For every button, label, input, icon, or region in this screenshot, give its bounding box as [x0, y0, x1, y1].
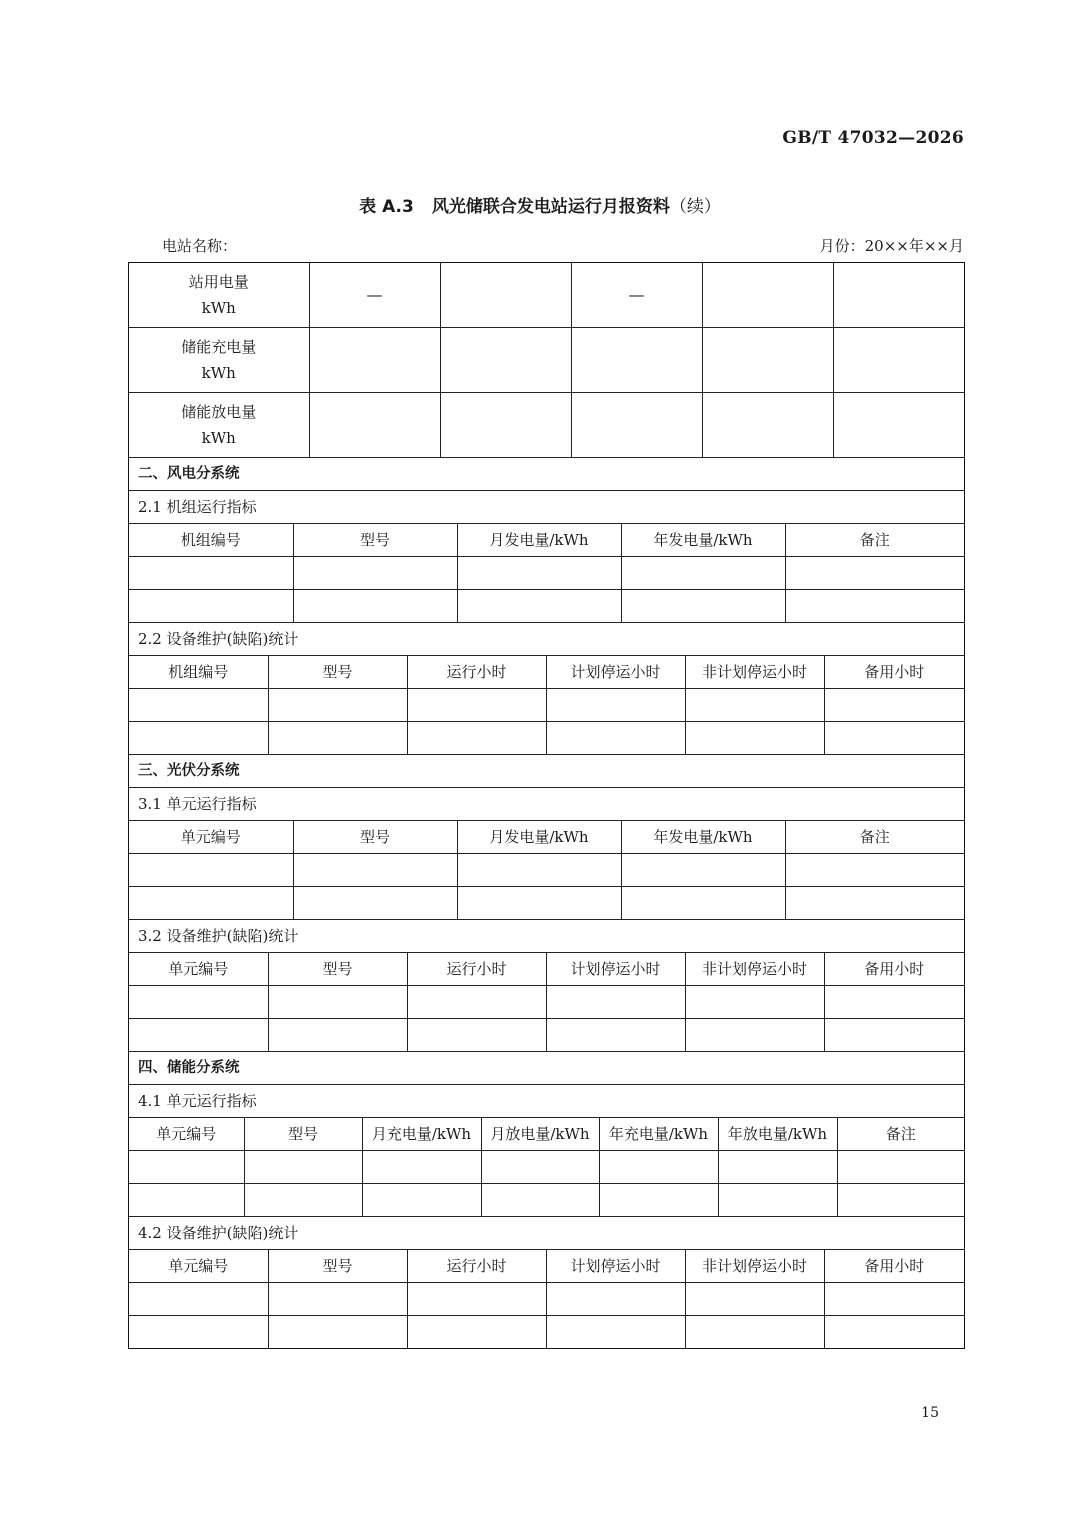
- subsection-title: 3.1 单元运行指标: [129, 788, 964, 821]
- table-cell[interactable]: [833, 263, 964, 328]
- table-cell[interactable]: [440, 263, 571, 328]
- column-header: 运行小时: [407, 953, 546, 986]
- table-cell[interactable]: [718, 1184, 837, 1217]
- pv-maintenance-table: [129, 920, 964, 1052]
- column-header: 计划停运小时: [546, 656, 685, 689]
- table-row: [129, 1283, 964, 1316]
- table-cell[interactable]: [440, 393, 571, 458]
- table-cell[interactable]: [457, 590, 621, 623]
- table-cell[interactable]: [546, 1283, 685, 1316]
- subsection-title: 4.1 单元运行指标: [129, 1085, 964, 1118]
- page-number: 15: [921, 1405, 939, 1421]
- section-title-storage: 四、储能分系统: [129, 1052, 964, 1085]
- table-row: [129, 689, 964, 722]
- column-header: 单元编号: [129, 953, 268, 986]
- table-cell[interactable]: [621, 887, 785, 920]
- table-cell[interactable]: [546, 986, 685, 1019]
- table-cell[interactable]: [268, 689, 407, 722]
- column-header: 月发电量/kWh: [457, 524, 621, 557]
- table-cell[interactable]: [244, 1151, 362, 1184]
- table-cell[interactable]: [293, 887, 457, 920]
- column-header: 型号: [268, 953, 407, 986]
- table-cell[interactable]: [268, 986, 407, 1019]
- table-cell[interactable]: [546, 1019, 685, 1052]
- table-cell[interactable]: [685, 722, 824, 755]
- column-header: 备注: [785, 821, 964, 854]
- subsection-title: 2.2 设备维护(缺陷)统计: [129, 623, 964, 656]
- table-title: [0, 192, 1080, 217]
- column-header: 备用小时: [824, 1250, 964, 1283]
- column-header: 运行小时: [407, 656, 546, 689]
- column-header: 月充电量/kWh: [362, 1118, 481, 1151]
- table-cell[interactable]: [702, 263, 833, 328]
- table-cell[interactable]: [407, 689, 546, 722]
- table-cell[interactable]: [293, 854, 457, 887]
- column-header: 备用小时: [824, 953, 964, 986]
- table-cell[interactable]: [129, 1316, 268, 1349]
- table-cell[interactable]: [268, 1019, 407, 1052]
- row-label-station-use: 站用电量 kWh: [129, 263, 309, 328]
- table-cell[interactable]: [362, 1184, 481, 1217]
- table-cell[interactable]: [129, 557, 293, 590]
- column-header: 型号: [268, 1250, 407, 1283]
- table-cell[interactable]: [837, 1184, 964, 1217]
- table-cell[interactable]: [685, 1019, 824, 1052]
- table-cell[interactable]: [785, 887, 964, 920]
- column-header: 单元编号: [129, 821, 293, 854]
- report-table: [128, 262, 965, 1349]
- column-header: 年发电量/kWh: [621, 821, 785, 854]
- column-header: 月发电量/kWh: [457, 821, 621, 854]
- standard-code: GB/T 47032—2026: [782, 128, 964, 148]
- table-cell[interactable]: [268, 1316, 407, 1349]
- table-cell[interactable]: —: [571, 263, 702, 328]
- table-cell[interactable]: [785, 557, 964, 590]
- table-cell[interactable]: [268, 1283, 407, 1316]
- table-cell[interactable]: [702, 393, 833, 458]
- table-cell[interactable]: [129, 854, 293, 887]
- table-row: [129, 722, 964, 755]
- wind-maintenance-table: [129, 623, 964, 755]
- subsection-title: 3.2 设备维护(缺陷)统计: [129, 920, 964, 953]
- column-header: 非计划停运小时: [685, 656, 824, 689]
- table-cell[interactable]: [129, 887, 293, 920]
- table-cell[interactable]: [546, 689, 685, 722]
- table-cell[interactable]: [837, 1151, 964, 1184]
- table-cell[interactable]: [785, 854, 964, 887]
- table-cell[interactable]: [457, 854, 621, 887]
- table-row: [129, 590, 964, 623]
- column-header: 单元编号: [129, 1118, 244, 1151]
- table-cell[interactable]: [407, 722, 546, 755]
- table-cell[interactable]: [129, 590, 293, 623]
- table-cell[interactable]: [546, 1316, 685, 1349]
- column-header: 型号: [244, 1118, 362, 1151]
- section-title-pv: 三、光伏分系统: [129, 755, 964, 788]
- table-cell[interactable]: —: [309, 263, 440, 328]
- table-cell[interactable]: [785, 590, 964, 623]
- table-cell[interactable]: [309, 328, 440, 393]
- table-cell[interactable]: [824, 1283, 964, 1316]
- table-cell[interactable]: [407, 1316, 546, 1349]
- month-label: 月份：20××年××月: [819, 237, 964, 255]
- column-header: 单元编号: [129, 1250, 268, 1283]
- table-cell[interactable]: [457, 557, 621, 590]
- table-cell[interactable]: [481, 1151, 599, 1184]
- column-header: 年放电量/kWh: [718, 1118, 837, 1151]
- table-title-continued: （续）: [669, 197, 721, 217]
- table-row: [129, 1019, 964, 1052]
- row-label-storage-charge: 储能充电量 kWh: [129, 328, 309, 393]
- table-cell[interactable]: [293, 557, 457, 590]
- table-cell[interactable]: [268, 722, 407, 755]
- table-cell[interactable]: [129, 1283, 268, 1316]
- table-cell[interactable]: [129, 986, 268, 1019]
- column-header: 月放电量/kWh: [481, 1118, 599, 1151]
- table-cell[interactable]: [293, 590, 457, 623]
- station-name-label: 电站名称：: [162, 237, 238, 255]
- table-cell[interactable]: [599, 1184, 718, 1217]
- table-cell[interactable]: [571, 393, 702, 458]
- table-title-text: 风光储联合发电站运行月报资料: [431, 197, 670, 217]
- table-cell[interactable]: [824, 1316, 964, 1349]
- table-cell[interactable]: [129, 722, 268, 755]
- table-cell[interactable]: [309, 393, 440, 458]
- table-cell[interactable]: [407, 1019, 546, 1052]
- table-row: [129, 393, 964, 458]
- column-header: 型号: [268, 656, 407, 689]
- table-row: [129, 263, 964, 328]
- table-cell[interactable]: [440, 328, 571, 393]
- table-row: [129, 887, 964, 920]
- table-cell[interactable]: [407, 986, 546, 1019]
- table-cell[interactable]: [129, 1184, 244, 1217]
- column-header: 备注: [837, 1118, 964, 1151]
- table-cell[interactable]: [244, 1184, 362, 1217]
- table-row: [129, 1316, 964, 1349]
- table-cell[interactable]: [824, 722, 964, 755]
- pv-indicators-table: [129, 755, 964, 920]
- column-header: 年充电量/kWh: [599, 1118, 718, 1151]
- table-cell[interactable]: [621, 854, 785, 887]
- wind-indicators-table: [129, 458, 964, 623]
- column-header: 计划停运小时: [546, 1250, 685, 1283]
- table-row: [129, 328, 964, 393]
- column-header: 型号: [293, 821, 457, 854]
- table-cell[interactable]: [621, 557, 785, 590]
- column-header: 机组编号: [129, 656, 268, 689]
- subsection-title: 2.1 机组运行指标: [129, 491, 964, 524]
- subsection-title: 4.2 设备维护(缺陷)统计: [129, 1217, 964, 1250]
- storage-maintenance-table: [129, 1217, 964, 1348]
- table-cell[interactable]: [129, 689, 268, 722]
- table-cell[interactable]: [685, 986, 824, 1019]
- table-cell[interactable]: [685, 1316, 824, 1349]
- column-header: 型号: [293, 524, 457, 557]
- table-cell[interactable]: [362, 1151, 481, 1184]
- table-cell[interactable]: [824, 689, 964, 722]
- table-cell[interactable]: [833, 393, 964, 458]
- column-header: 运行小时: [407, 1250, 546, 1283]
- table-row: [129, 557, 964, 590]
- table-row: [129, 986, 964, 1019]
- table-cell[interactable]: [702, 328, 833, 393]
- column-header: 机组编号: [129, 524, 293, 557]
- table-cell[interactable]: [129, 1151, 244, 1184]
- table-cell[interactable]: [407, 1283, 546, 1316]
- storage-indicators-table: [129, 1052, 964, 1217]
- energy-rows-table: [129, 263, 964, 458]
- section-title-wind: 二、风电分系统: [129, 458, 964, 491]
- table-cell[interactable]: [129, 1019, 268, 1052]
- table-row: [129, 854, 964, 887]
- table-cell[interactable]: [599, 1151, 718, 1184]
- table-number: 表 A.3: [359, 197, 414, 217]
- table-cell[interactable]: [457, 887, 621, 920]
- column-header: 年发电量/kWh: [621, 524, 785, 557]
- table-cell[interactable]: [685, 689, 824, 722]
- table-cell[interactable]: [824, 1019, 964, 1052]
- row-label-storage-discharge: 储能放电量 kWh: [129, 393, 309, 458]
- table-row: [129, 1151, 964, 1184]
- table-cell[interactable]: [621, 590, 785, 623]
- table-row: [129, 1184, 964, 1217]
- table-cell[interactable]: [571, 328, 702, 393]
- table-cell[interactable]: [546, 722, 685, 755]
- table-cell[interactable]: [685, 1283, 824, 1316]
- column-header: 非计划停运小时: [685, 1250, 824, 1283]
- column-header: 备用小时: [824, 656, 964, 689]
- table-cell[interactable]: [718, 1151, 837, 1184]
- column-header: 备注: [785, 524, 964, 557]
- table-cell[interactable]: [833, 328, 964, 393]
- column-header: 非计划停运小时: [685, 953, 824, 986]
- table-cell[interactable]: [481, 1184, 599, 1217]
- table-cell[interactable]: [824, 986, 964, 1019]
- column-header: 计划停运小时: [546, 953, 685, 986]
